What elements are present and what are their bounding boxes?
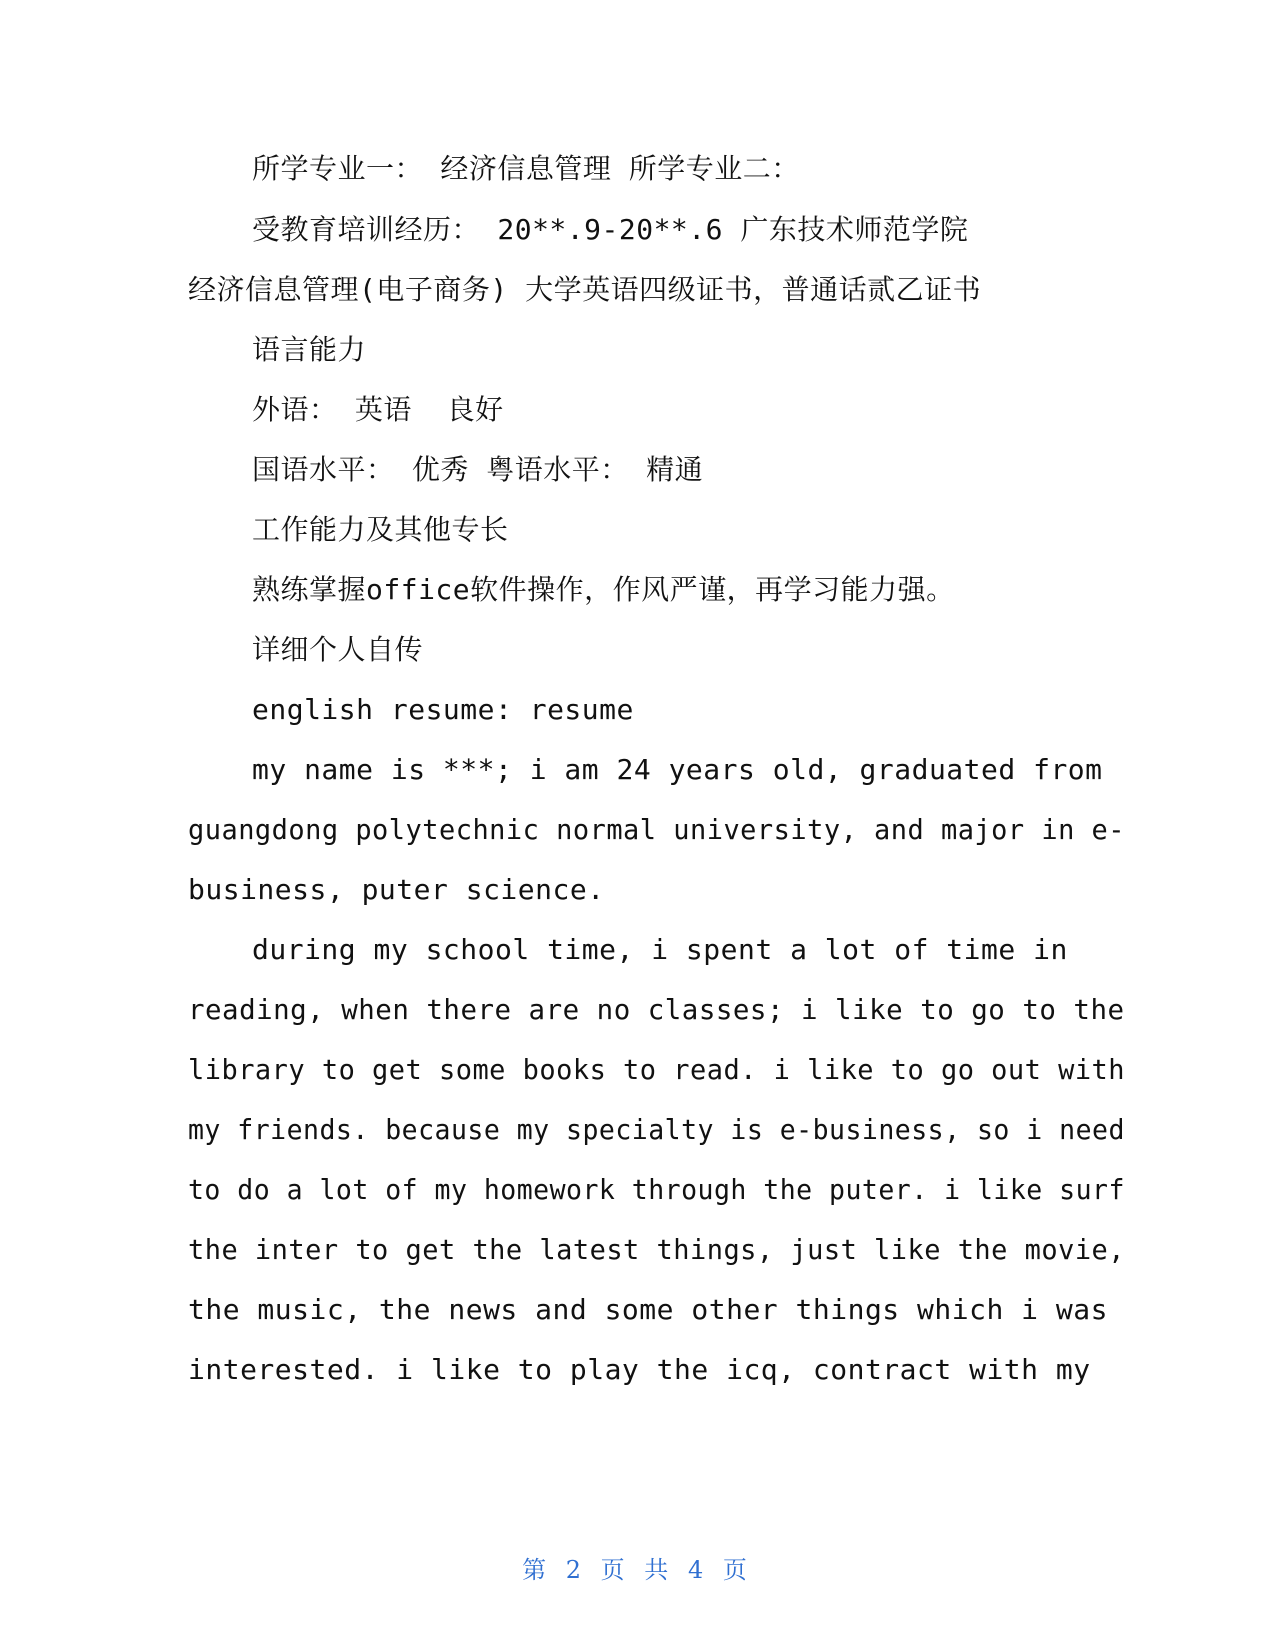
skills-heading: 工作能力及其他专长 — [252, 513, 509, 546]
paragraph-line: guangdong polytechnic normal university, and major in e- — [188, 813, 1126, 846]
page-number-footer: 第 2 页 共 4 页 — [522, 1556, 753, 1584]
paragraph-line: the inter to get the latest things, just like the movie, — [188, 1233, 1126, 1266]
paragraph-line: interested. i like to play the icq, contract with my — [188, 1353, 1091, 1386]
foreign-language-line: 外语： 英语 良好 — [252, 393, 504, 426]
paragraph-line: my friends. because my specialty is e-business, so i need — [188, 1113, 1125, 1146]
paragraph-line: reading, when there are no classes; i like to go to the — [188, 993, 1125, 1026]
language-heading: 语言能力 — [252, 333, 367, 366]
skills-line: 熟练掌握office软件操作，作风严谨，再学习能力强。 — [252, 573, 955, 606]
education-line: 受教育培训经历： 20**.9-20**.6 广东技术师范学院 — [252, 213, 969, 246]
education-detail-line: 经济信息管理(电子商务) 大学英语四级证书，普通话贰乙证书 — [188, 273, 982, 306]
paragraph-line: my name is ***; i am 24 years old, graduated from — [252, 753, 1103, 786]
english-resume-heading: english resume: resume — [252, 693, 634, 726]
paragraph-line: the music, the news and some other things which i was — [188, 1293, 1108, 1326]
paragraph-line: business, puter science. — [188, 873, 605, 906]
dialect-level-line: 国语水平： 优秀 粤语水平： 精通 — [252, 453, 704, 486]
paragraph-line: during my school time, i spent a lot of time in — [252, 933, 1068, 966]
paragraph-line: library to get some books to read. i like to go out with — [188, 1053, 1126, 1086]
major-line: 所学专业一： 经济信息管理 所学专业二： — [252, 152, 800, 185]
paragraph-line: to do a lot of my homework through the puter. i like surf — [188, 1173, 1125, 1206]
autobiography-heading: 详细个人自传 — [252, 633, 424, 666]
